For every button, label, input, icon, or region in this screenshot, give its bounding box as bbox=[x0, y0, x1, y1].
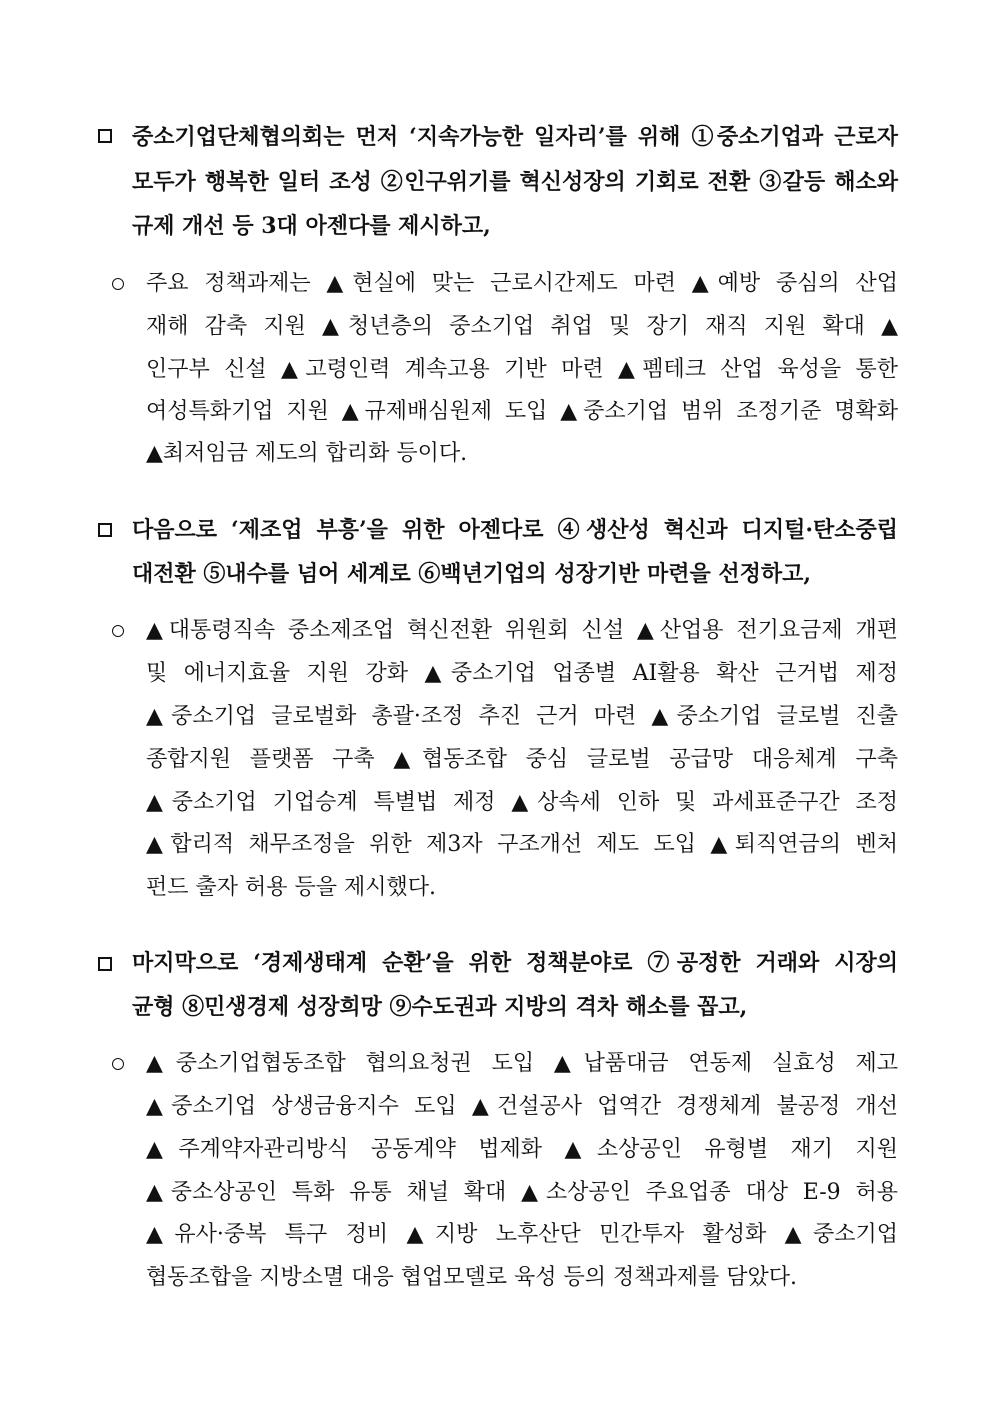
sub-text-line: 재해 감축 지원 ▲청년층의 중소기업 취업 및 장기 재직 지원 확대 ▲ bbox=[146, 314, 898, 339]
sub-text-line: ▲최저임금 제도의 합리화 등이다. bbox=[146, 441, 468, 466]
square-bullet-icon bbox=[98, 523, 112, 537]
circle-bullet-icon bbox=[112, 1058, 124, 1070]
sub-text-line: 인구부 신설 ▲고령인력 계속고용 기반 마련 ▲펨테크 산업 육성을 통한 bbox=[146, 357, 898, 382]
main-text-line: 규제 개선 등 3대 아젠다를 제시하고, bbox=[132, 213, 491, 239]
sub-text-line: ▲중소상공인 특화 유통 채널 확대 ▲소상공인 주요업종 대상 E-9 허용 bbox=[146, 1180, 898, 1205]
circle-bullet-icon bbox=[112, 625, 124, 637]
sub-text-line: ▲주계약자관리방식 공동계약 법제화 ▲소상공인 유형별 재기 지원 bbox=[146, 1137, 898, 1162]
square-bullet-icon bbox=[98, 129, 112, 143]
main-text-line: 대전환 ⑤내수를 넘어 세계로 ⑥백년기업의 성장기반 마련을 선정하고, bbox=[132, 561, 812, 587]
sub-text-line: ▲대통령직속 중소제조업 혁신전환 위원회 신설 ▲산업용 전기요금제 개편 bbox=[146, 618, 898, 643]
sub-text-line: 여성특화기업 지원 ▲규제배심원제 도입 ▲중소기업 범위 조정기준 명확화 bbox=[146, 399, 898, 424]
main-text-line: 모두가 행복한 일터 조성 ②인구위기를 혁신성장의 기회로 전환 ③갈등 해소와 bbox=[132, 169, 898, 195]
main-text-line: 다음으로 ‘제조업 부흥’을 위한 아젠다로 ④생산성 혁신과 디지털·탄소중립 bbox=[132, 517, 898, 543]
sub-text-line: 펀드 출자 허용 등을 제시했다. bbox=[146, 875, 436, 900]
sub-text-line: 협동조합을 지방소멸 대응 협업모델로 육성 등의 정책과제를 담았다. bbox=[146, 1265, 798, 1290]
sub-text-line: ▲중소기업 기업승계 특별법 제정 ▲상속세 인하 및 과세표준구간 조정 bbox=[146, 790, 898, 815]
sub-text-line: ▲중소기업 상생금융지수 도입 ▲건설공사 업역간 경쟁체계 불공정 개선 bbox=[146, 1094, 898, 1119]
sub-text-line: ▲합리적 채무조정을 위한 제3자 구조개선 제도 도입 ▲퇴직연금의 벤처 bbox=[146, 832, 898, 857]
main-text-line: 중소기업단체협의회는 먼저 ‘지속가능한 일자리’를 위해 ①중소기업과 근로자 bbox=[132, 124, 898, 150]
sub-text-line: ▲중소기업협동조합 협의요청권 도입 ▲납품대금 연동제 실효성 제고 bbox=[146, 1051, 898, 1076]
circle-bullet-icon bbox=[112, 278, 124, 290]
sub-text-line: ▲유사·중복 특구 정비 ▲지방 노후산단 민간투자 활성화 ▲중소기업 bbox=[146, 1222, 898, 1247]
sub-text-line: ▲중소기업 글로벌화 총괄·조정 추진 근거 마련 ▲중소기업 글로벌 진출 bbox=[146, 704, 898, 729]
sub-text-line: 및 에너지효율 지원 강화 ▲중소기업 업종별 AI활용 확산 근거법 제정 bbox=[146, 661, 898, 686]
main-text-line: 마지막으로 ‘경제생태계 순환’을 위한 정책분야로 ⑦공정한 거래와 시장의 bbox=[132, 950, 898, 976]
main-text-line: 균형 ⑧민생경제 성장희망 ⑨수도권과 지방의 격차 해소를 꼽고, bbox=[132, 994, 748, 1020]
sub-text-line: 주요 정책과제는 ▲현실에 맞는 근로시간제도 마련 ▲예방 중심의 산업 bbox=[146, 271, 898, 296]
sub-text-line: 종합지원 플랫폼 구축 ▲협동조합 중심 글로벌 공급망 대응체계 구축 bbox=[146, 747, 898, 772]
square-bullet-icon bbox=[98, 957, 112, 971]
